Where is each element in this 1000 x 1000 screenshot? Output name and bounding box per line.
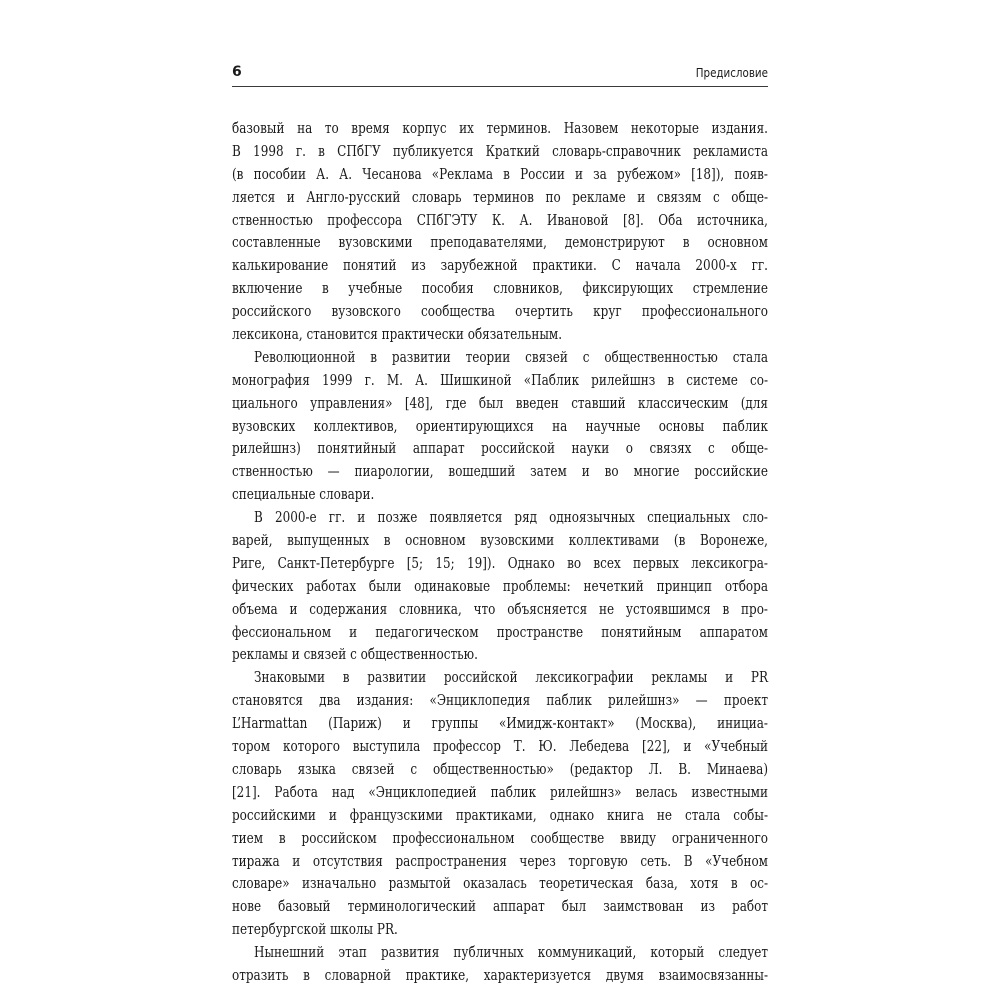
text-line: петербургской школы PR. — [232, 920, 398, 939]
text-line: российскими и французскими практиками, однако книга не стала собы- — [232, 805, 768, 824]
text-line: специальные словари. — [232, 485, 375, 504]
paragraph-first-line: Нынешний этап развития публичных коммуникаций, который следует — [254, 943, 768, 962]
text-line: Риге, Санкт-Петербурге [5; 15; 19]). Однако во всех первых лексикогра- — [232, 553, 768, 572]
section-title: Предисловие — [695, 66, 768, 80]
text-line: ственностью профессора СПбГЭТУ К. А. Ивановой [8]. Оба источника, — [232, 210, 768, 229]
text-line: объема и содержания словника, что объясняется не устоявшимся в про- — [232, 599, 768, 618]
text-line: фессиональном и педагогическом пространстве понятийным аппаратом — [232, 622, 768, 641]
text-line: монография 1999 г. М. А. Шишкиной «Паблик рилейшнз в системе со- — [232, 370, 768, 389]
body-text — [232, 117, 768, 987]
text-line: тором которого выступила профессор Т. Ю. Лебедева [22], и «Учебный — [232, 737, 768, 756]
text-line: (в пособии А. А. Чесанова «Реклама в России и за рубежом» [18]), появ- — [232, 164, 768, 183]
text-line: отразить в словарной практике, характеризуется двумя взаимосвязанны- — [232, 965, 768, 984]
paragraph-first-line: Знаковыми в развитии российской лексикографии рекламы и PR — [254, 668, 768, 687]
text-line: ляется и Англо-русский словарь терминов по рекламе и связям с обще- — [232, 187, 768, 206]
text-line: калькирование понятий из зарубежной практики. С начала 2000-х гг. — [232, 256, 768, 275]
text-line: базовый на то время корпус их терминов. Назовем некоторые издания. — [232, 119, 768, 137]
text-line: словаре» изначально размытой оказалась теоретическая база, хотя в ос- — [232, 874, 768, 893]
text-line: рекламы и связей с общественностью. — [232, 645, 478, 664]
text-line: тиража и отсутствия распространения через торговую сеть. В «Учебном — [232, 851, 768, 870]
text-line: L’Harmattan (Париж) и группы «Имидж-контакт» (Москва), инициа- — [232, 714, 768, 733]
text-line: включение в учебные пособия словников, фиксирующих стремление — [232, 279, 768, 298]
paragraph-first-line: Революционной в развитии теории связей с общественностью стала — [254, 347, 768, 366]
text-line: российского вузовского сообщества очертить круг профессионального — [232, 302, 768, 321]
running-head — [232, 62, 768, 87]
text-line: составленные вузовскими преподавателями, демонстрируют в основном — [232, 233, 768, 252]
text-line: становятся два издания: «Энциклопедия паблик рилейшнз» — проект — [232, 691, 768, 710]
text-line: нове базовый терминологический аппарат был заимствован из работ — [232, 897, 768, 916]
text-line: тием в российском профессиональном сообществе ввиду ограниченного — [232, 828, 768, 847]
text-line: фических работах были одинаковые проблемы: нечеткий принцип отбора — [232, 576, 768, 595]
text-line: В 1998 г. в СПбГУ публикуется Краткий словарь-справочник рекламиста — [232, 141, 768, 160]
text-line: лексикона, становится практически обязательным. — [232, 325, 563, 344]
text-line: вузовских коллективов, ориентирующихся на научные основы паблик — [232, 416, 768, 435]
page-number: 6 — [232, 64, 242, 80]
text-line: [21]. Работа над «Энциклопедией паблик рилейшнз» велась известными — [232, 782, 768, 801]
text-line: циального управления» [48], где был введен ставший классическим (для — [232, 393, 768, 412]
text-line: рилейшнз) понятийный аппарат российской науки о связях с обще- — [232, 439, 768, 458]
text-line: словарь языка связей с общественностью» (редактор Л. В. Минаева) — [232, 759, 768, 778]
paragraph-first-line: В 2000-е гг. и позже появляется ряд одноязычных специальных сло- — [254, 508, 768, 527]
text-line: варей, выпущенных в основном вузовскими коллективами (в Воронеже, — [232, 531, 768, 550]
text-line: ственностью — пиарологии, вошедший затем и во многие российские — [232, 462, 768, 481]
